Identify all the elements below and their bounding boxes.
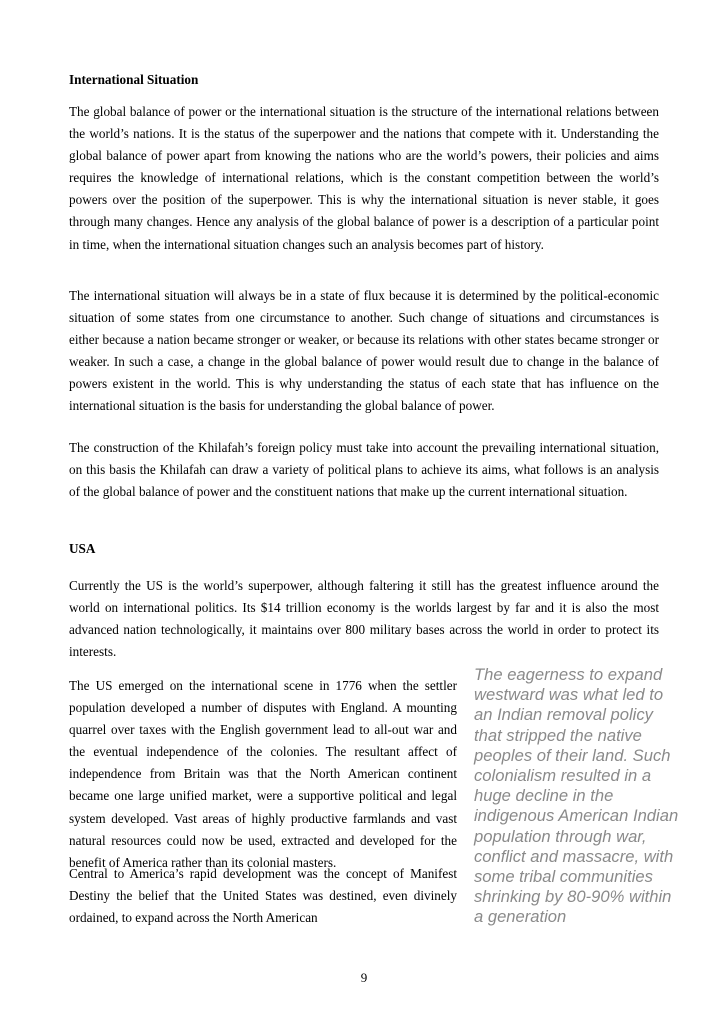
section-heading-usa: USA [69,541,96,556]
paragraph: The international situation will always be in a state of flux because it is determined by the political-economic situation of some states from one circumstance to another. Such change of situations and circumstances is either because a nation became stronger or weaker, or because its relations with other states became stronger or weaker. In such a case, a change in the global balance of power would result due to change in the balance of powers existent in the world. This is why understanding the status of each state that has influence on the international situation is the basis for understanding the global balance of power. [69,288,659,414]
paragraph: Currently the US is the world’s superpower, although faltering it still has the greatest influence around the world on international politics. Its $14 trillion economy is the worlds largest by far and it is also the most advanced nation technologically, it maintains over 800 military bases across the world in order to protect its interests. [69,578,659,660]
paragraph: The construction of the Khilafah’s foreign policy must take into account the prevailing international situation, on this basis the Khilafah can draw a variety of political plans to achieve its aims, what follows is an analysis of the global balance of power and the constituent nations that make up the current international situation. [69,440,659,500]
section-heading-international-situation: International Situation [69,72,199,87]
pull-quote: The eagerness to expand westward was what led to an Indian removal policy that stripped the native peoples of their land. Such colonialism resulted in a huge decline in the indigenous American Indian population through war, conflict and massacre, with some tribal communities shrinking by 80-90% within a generation [474,665,679,927]
paragraph: The global balance of power or the international situation is the structure of the international relations between the world’s nations. It is the status of the superpower and the nations that compete with it. Understanding the global balance of power apart from knowing the nations who are the world’s powers, their policies and aims requires the knowledge of international relations, which is the constant competition between the world’s powers over the position of the superpower. This is why the international situation is never stable, it goes through many changes. Hence any analysis of the global balance of power is a description of a particular point in time, when the international situation changes such an analysis becomes part of history. [69,104,659,252]
paragraph: Central to America’s rapid development was the concept of Manifest Destiny the belief that the United States was destined, even divinely ordained, to expand across the North American [69,866,457,926]
page-number: 9 [360,970,368,985]
paragraph: The US emerged on the international scene in 1776 when the settler population developed a number of disputes with England. A mounting quarrel over taxes with the English government lead to all-out war and the eventual independence of the colonies. The resultant affect of independence from Britain was that the North American continent became one large unified market, were a supportive political and legal system developed. Vast areas of highly productive farmlands and vast natural resources could now be used, extracted and developed for the benefit of America rather than its colonial masters. [69,678,457,870]
